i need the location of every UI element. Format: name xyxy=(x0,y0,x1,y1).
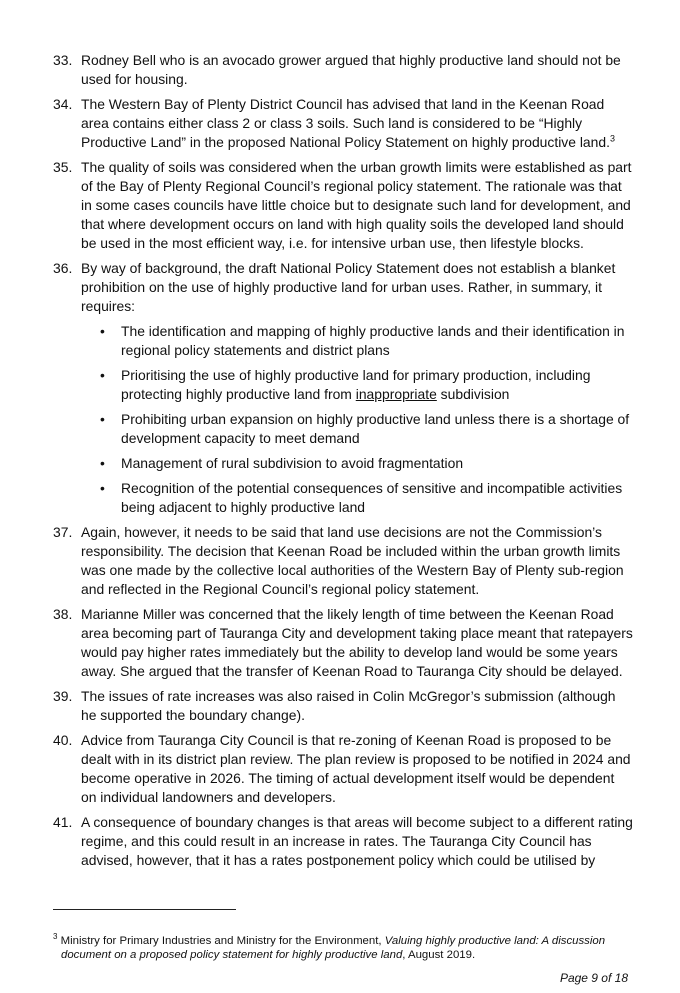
paragraph-38 xyxy=(53,605,633,681)
paragraph-number: 40. xyxy=(53,732,73,748)
paragraph-text: A consequence of boundary changes is that areas will become subject to a different rating regime, and this could result in an increase in rates. The Tauranga City Council has advised, however, that it has a rates postponement policy which could be utilised by xyxy=(81,814,633,868)
list-item-text: Prioritising the use of highly productive land for primary production, including protecting highly productive land from xyxy=(121,367,591,402)
paragraph-text: Rodney Bell who is an avocado grower argued that highly productive land should not be used for housing. xyxy=(81,52,621,87)
paragraph-number: 41. xyxy=(53,814,73,830)
paragraph-41 xyxy=(53,813,633,870)
footnote xyxy=(53,934,651,962)
bullet-icon: • xyxy=(100,367,105,383)
footnote-document-title: Valuing highly productive land: A discussion document on a proposed policy statement for highly productive land xyxy=(61,935,606,961)
list-item xyxy=(100,479,633,517)
paragraph-text: Marianne Miller was concerned that the likely length of time between the Keenan Road area becoming part of Tauranga City and development taking place meant that ratepayers would pay higher rates immediately but the ability to develop land would be some years away. She argued that the transfer of Keenan Road to Tauranga City should be delayed. xyxy=(81,606,633,679)
bullet-icon: • xyxy=(100,411,105,427)
list-item xyxy=(100,322,633,360)
list-item xyxy=(100,410,633,448)
paragraph-number: 34. xyxy=(53,96,73,112)
paragraph-text: Advice from Tauranga City Council is that re-zoning of Keenan Road is proposed to be dealt with in its district plan review. The plan review is proposed to be notified in 2024 and become operative in 2026. The timing of actual development itself would be dependent on individual landowners and developers. xyxy=(81,732,631,805)
paragraph-number: 33. xyxy=(53,52,73,68)
paragraph-number: 39. xyxy=(53,688,73,704)
paragraph-text: Again, however, it needs to be said that land use decisions are not the Commission’s responsibility. The decision that Keenan Road be included within the urban growth limits was one made by the collective local authorities of the Western Bay of Plenty sub-region and reflected in the Regional Council’s regional policy statement. xyxy=(81,524,624,597)
list-item-text: Recognition of the potential consequences of sensitive and incompatible activities being adjacent to highly productive land xyxy=(121,480,623,515)
paragraph-number: 38. xyxy=(53,606,73,622)
numbered-paragraphs xyxy=(53,51,633,876)
paragraph-34 xyxy=(53,95,633,152)
list-item-text: Management of rural subdivision to avoid fragmentation xyxy=(121,455,464,471)
paragraph-number: 35. xyxy=(53,159,73,175)
underlined-word: inappropriate xyxy=(355,386,437,402)
bullet-icon: • xyxy=(100,480,105,496)
paragraph-36 xyxy=(53,259,633,517)
bullet-icon: • xyxy=(100,323,105,339)
paragraph-text: By way of background, the draft National Policy Statement does not establish a blanket prohibition on the use of highly productive land for urban uses. Rather, in summary, it requires: xyxy=(81,260,616,314)
list-item-text-end: subdivision xyxy=(436,386,510,402)
footnote-text-end: , August 2019. xyxy=(402,949,476,961)
bullet-icon: • xyxy=(100,455,105,471)
page-number: Page 9 of 18 xyxy=(559,971,628,985)
requirements-list xyxy=(81,322,633,517)
footnote-text: Ministry for Primary Industries and Ministry for the Environment, xyxy=(60,935,385,947)
paragraph-33 xyxy=(53,51,633,89)
paragraph-text: The Western Bay of Plenty District Council has advised that land in the Keenan Road area contains either class 2 or class 3 soils. Such land is considered to be “Highly Productive Land” in the proposed National Policy Statement on highly productive land. xyxy=(81,96,610,150)
footnote-separator xyxy=(53,909,236,910)
list-item-text: The identification and mapping of highly productive lands and their identification in regional policy statements and district plans xyxy=(121,323,625,358)
footnote-reference[interactable]: 3 xyxy=(609,133,615,144)
paragraph-37 xyxy=(53,523,633,599)
paragraph-number: 37. xyxy=(53,524,73,540)
paragraph-text: The issues of rate increases was also raised in Colin McGregor’s submission (although he supported the boundary change). xyxy=(81,688,616,723)
paragraph-35 xyxy=(53,158,633,253)
footnote-marker: 3 xyxy=(53,932,58,942)
paragraph-40 xyxy=(53,731,633,807)
paragraph-text: The quality of soils was considered when the urban growth limits were established as part of the Bay of Plenty Regional Council’s regional policy statement. The rationale was that in some cases councils have little choice but to designate such land for development, and that where development occurs on land with high quality soils the developed land should be used in the most efficient way, i.e. for intensive urban use, then lifestyle blocks. xyxy=(81,159,632,251)
paragraph-number: 36. xyxy=(53,260,73,276)
list-item xyxy=(100,366,633,404)
list-item xyxy=(100,454,633,473)
list-item-text: Prohibiting urban expansion on highly productive land unless there is a shortage of development capacity to meet demand xyxy=(121,411,630,446)
paragraph-39 xyxy=(53,687,633,725)
